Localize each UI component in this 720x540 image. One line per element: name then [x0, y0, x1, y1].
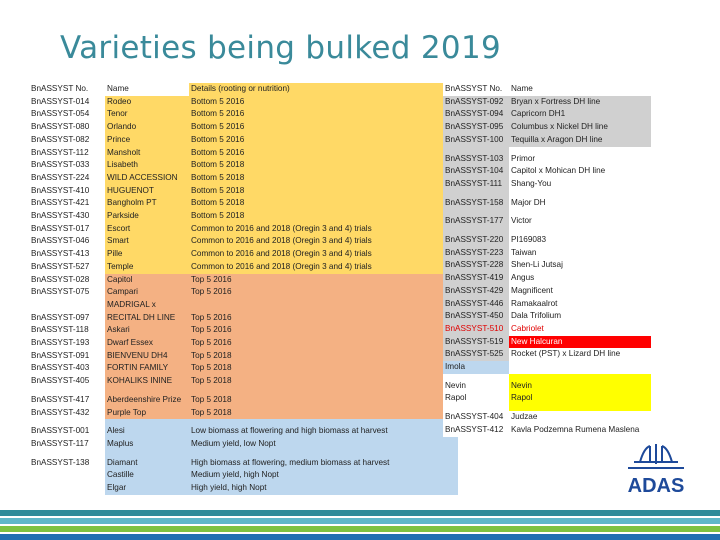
cell-name: Shang-You	[509, 178, 651, 191]
table-row	[29, 185, 458, 198]
cell-details: Top 5 2018	[189, 375, 458, 388]
table-row	[443, 424, 651, 437]
table-row-highlight	[443, 323, 651, 336]
cell-name: Temple	[105, 261, 189, 274]
cell-details: Top 5 2018	[189, 407, 458, 420]
cell-details: Bottom 5 2018	[189, 159, 458, 172]
cell-details: Common to 2016 and 2018 (Oregin 3 and 4) trials	[189, 235, 458, 248]
cell-details: Bottom 5 2016	[189, 121, 458, 134]
table-row	[443, 153, 651, 166]
cell-name: Pille	[105, 248, 189, 261]
cell-no: BnASSYST-111	[443, 178, 509, 191]
cell-no: BnASSYST-421	[29, 197, 105, 210]
cell-details: High yield, high Nopt	[189, 482, 458, 495]
cell-details: High biomass at flowering, medium biomass at harvest	[189, 457, 458, 470]
cell-no: BnASSYST-519	[443, 336, 509, 349]
cell-name: Smart	[105, 235, 189, 248]
table-row	[443, 247, 651, 260]
cell-no: BnASSYST-080	[29, 121, 105, 134]
table-row	[29, 312, 458, 325]
aircraft-icon	[628, 444, 684, 468]
cell-details: Bottom 5 2018	[189, 197, 458, 210]
cell-no: BnASSYST-095	[443, 121, 509, 134]
cell-no: Imola	[443, 361, 509, 374]
cell-no: BnASSYST-028	[29, 274, 105, 287]
cell-name	[509, 361, 651, 374]
cell-no: BnASSYST-017	[29, 223, 105, 236]
cell-name: Capricorn DH1	[509, 108, 651, 121]
cell-name: Tequilla x Aragon DH line	[509, 134, 651, 147]
cell-name: Mansholt	[105, 147, 189, 160]
cell-no: BnASSYST-091	[29, 350, 105, 363]
table-row	[29, 134, 458, 147]
cell-name: Primor	[509, 153, 651, 166]
cell-name: HUGUENOT	[105, 185, 189, 198]
cell-details: Bottom 5 2016	[189, 96, 458, 109]
cell-name: Bryan x Fortress DH line	[509, 96, 651, 109]
cell-name: Alesi	[105, 425, 189, 438]
cell-details: Common to 2016 and 2018 (Oregin 3 and 4) trials	[189, 248, 458, 261]
cell-no: BnASSYST-429	[443, 285, 509, 298]
cell-name: Angus	[509, 272, 651, 285]
table-header-row	[29, 83, 458, 96]
adas-logo	[620, 440, 692, 496]
cell-name: Judzae	[509, 411, 651, 424]
table-row	[29, 96, 458, 109]
cell-details: Top 5 2018	[189, 350, 458, 363]
cell-no: BnASSYST-001	[29, 425, 105, 438]
table-row	[443, 298, 651, 311]
cell-no: BnASSYST-094	[443, 108, 509, 121]
table-row	[29, 457, 458, 470]
cell-name: Nevin	[509, 380, 651, 393]
table-row	[443, 234, 651, 247]
cell-name: Tenor	[105, 108, 189, 121]
cell-name: Victor	[509, 215, 651, 228]
table-row	[29, 235, 458, 248]
cell-no: BnASSYST-403	[29, 362, 105, 375]
cell-no: BnASSYST-224	[29, 172, 105, 185]
cell-name: PI169083	[509, 234, 651, 247]
table-row	[29, 299, 458, 312]
header-bnassyst-no: BnASSYST No.	[31, 84, 89, 93]
cell-name: Castille	[105, 469, 189, 482]
cell-no: BnASSYST-092	[443, 96, 509, 109]
right-variety-table	[443, 83, 651, 437]
footer-stripes	[0, 510, 720, 540]
table-row	[29, 425, 458, 438]
table-row	[443, 165, 651, 178]
cell-details: Top 5 2018	[189, 362, 458, 375]
header-details: Details (rooting or nutrition)	[189, 83, 458, 96]
cell-name: Kavla Podzemna Rumena Maslena	[509, 424, 651, 437]
cell-no: BnASSYST-112	[29, 147, 105, 160]
table-row-highlight	[443, 336, 651, 349]
cell-no: BnASSYST-097	[29, 312, 105, 325]
cell-no: BnASSYST-103	[443, 153, 509, 166]
cell-name: Rodeo	[105, 96, 189, 109]
cell-name: FORTIN FAMILY	[105, 362, 189, 375]
table-row	[443, 215, 651, 228]
table-row	[29, 407, 458, 420]
cell-details: Bottom 5 2018	[189, 172, 458, 185]
table-row	[443, 259, 651, 272]
table-row	[443, 285, 651, 298]
cell-no: BnASSYST-228	[443, 259, 509, 272]
cell-details: Bottom 5 2016	[189, 108, 458, 121]
cell-no: BnASSYST-446	[443, 298, 509, 311]
cell-no: BnASSYST-177	[443, 215, 509, 228]
cell-name: Prince	[105, 134, 189, 147]
cell-name: Rocket (PST) x Lizard DH line	[509, 348, 651, 361]
cell-details: Top 5 2016	[189, 337, 458, 350]
table-row	[443, 392, 651, 405]
table-row	[29, 482, 458, 495]
cell-name: Rapol	[509, 392, 651, 405]
table-row	[29, 223, 458, 236]
logo-text: ADAS	[627, 475, 685, 496]
cell-no: BnASSYST-405	[29, 375, 105, 388]
cell-no: BnASSYST-417	[29, 394, 105, 407]
header-bnassyst-no: BnASSYST No.	[443, 83, 509, 96]
cell-no: BnASSYST-432	[29, 407, 105, 420]
header-name: Name	[509, 83, 651, 96]
cell-no: BnASSYST-082	[29, 134, 105, 147]
cell-no	[29, 482, 105, 495]
table-row	[29, 108, 458, 121]
cell-name: Cabriolet	[509, 323, 651, 336]
cell-name: Escort	[105, 223, 189, 236]
cell-name: Lisabeth	[105, 159, 189, 172]
table-row	[29, 350, 458, 363]
table-row	[443, 121, 651, 134]
cell-no	[29, 469, 105, 482]
table-row	[29, 362, 458, 375]
cell-details: Bottom 5 2018	[189, 185, 458, 198]
cell-details: Top 5 2018	[189, 394, 458, 407]
cell-no: BnASSYST-413	[29, 248, 105, 261]
cell-name: RECITAL DH LINE	[105, 312, 189, 325]
cell-name: Dala Trifolium	[509, 310, 651, 323]
cell-details: Medium yield, high Nopt	[189, 469, 458, 482]
table-row	[443, 380, 651, 393]
table-row	[29, 121, 458, 134]
table-row	[443, 96, 651, 109]
cell-no: BnASSYST-404	[443, 411, 509, 424]
cell-no: BnASSYST-525	[443, 348, 509, 361]
cell-details	[189, 299, 458, 312]
cell-details: Top 5 2016	[189, 274, 458, 287]
header-name: Name	[107, 84, 129, 93]
cell-name: Maplus	[105, 438, 189, 451]
table-row	[443, 310, 651, 323]
cell-details: Bottom 5 2016	[189, 134, 458, 147]
cell-name: BIENVENU DH4	[105, 350, 189, 363]
cell-no: BnASSYST-450	[443, 310, 509, 323]
cell-no: BnASSYST-100	[443, 134, 509, 147]
table-row	[29, 324, 458, 337]
table-row	[443, 348, 651, 361]
table-row	[29, 438, 458, 451]
cell-no: BnASSYST-220	[443, 234, 509, 247]
cell-details: Bottom 5 2018	[189, 210, 458, 223]
cell-no: BnASSYST-046	[29, 235, 105, 248]
cell-no: BnASSYST-014	[29, 96, 105, 109]
cell-name: Major DH	[509, 197, 651, 210]
cell-name: Orlando	[105, 121, 189, 134]
cell-details: Bottom 5 2016	[189, 147, 458, 160]
cell-no: BnASSYST-223	[443, 247, 509, 260]
cell-name: Capitol x Mohican DH line	[509, 165, 651, 178]
table-row	[443, 361, 651, 374]
cell-no: BnASSYST-193	[29, 337, 105, 350]
table-row	[443, 197, 651, 210]
cell-no: BnASSYST-410	[29, 185, 105, 198]
page-title: Varieties being bulked 2019	[60, 30, 501, 66]
cell-name: WILD ACCESSION	[105, 172, 189, 185]
cell-details: Common to 2016 and 2018 (Oregin 3 and 4) trials	[189, 261, 458, 274]
table-row	[29, 197, 458, 210]
table-row	[443, 108, 651, 121]
cell-details: Top 5 2016	[189, 324, 458, 337]
cell-no: BnASSYST-138	[29, 457, 105, 470]
cell-name: Columbus x Nickel DH line	[509, 121, 651, 134]
cell-no: BnASSYST-033	[29, 159, 105, 172]
cell-no	[29, 299, 105, 312]
cell-name: Diamant	[105, 457, 189, 470]
table-row	[443, 178, 651, 191]
cell-details: Top 5 2016	[189, 312, 458, 325]
cell-no: BnASSYST-527	[29, 261, 105, 274]
cell-details: Common to 2016 and 2018 (Oregin 3 and 4) trials	[189, 223, 458, 236]
cell-name: Dwarf Essex	[105, 337, 189, 350]
cell-name: Purple Top	[105, 407, 189, 420]
cell-no: BnASSYST-412	[443, 424, 509, 437]
table-row	[29, 210, 458, 223]
cell-no: BnASSYST-117	[29, 438, 105, 451]
cell-name: KOHALIKS ININE	[105, 375, 189, 388]
table-row	[29, 286, 458, 299]
cell-name: Capitol	[105, 274, 189, 287]
table-row	[29, 274, 458, 287]
cell-no: BnASSYST-419	[443, 272, 509, 285]
table-row	[29, 469, 458, 482]
table-row	[443, 411, 651, 424]
table-header-row	[443, 83, 651, 96]
cell-no: BnASSYST-104	[443, 165, 509, 178]
cell-details: Top 5 2016	[189, 286, 458, 299]
cell-name: Bangholm PT	[105, 197, 189, 210]
cell-name: Ramakaalrot	[509, 298, 651, 311]
cell-no: BnASSYST-158	[443, 197, 509, 210]
table-row	[29, 375, 458, 388]
table-row	[29, 172, 458, 185]
table-row	[443, 134, 651, 147]
cell-details: Medium yield, low Nopt	[189, 438, 458, 451]
cell-name: New Halcuran	[509, 336, 651, 349]
cell-name: Elgar	[105, 482, 189, 495]
cell-name: Magnificent	[509, 285, 651, 298]
table-row	[29, 147, 458, 160]
cell-name: Askari	[105, 324, 189, 337]
left-variety-table	[29, 83, 458, 495]
cell-name: Parkside	[105, 210, 189, 223]
cell-no: Rapol	[443, 392, 509, 405]
cell-name: MADRIGAL x	[105, 299, 189, 312]
cell-name: Campari	[105, 286, 189, 299]
cell-no: BnASSYST-430	[29, 210, 105, 223]
table-row	[29, 248, 458, 261]
cell-no: BnASSYST-054	[29, 108, 105, 121]
table-row	[29, 337, 458, 350]
table-row	[29, 159, 458, 172]
cell-details: Low biomass at flowering and high biomass at harvest	[189, 425, 458, 438]
cell-no: BnASSYST-510	[443, 323, 509, 336]
cell-no: BnASSYST-075	[29, 286, 105, 299]
table-row	[29, 261, 458, 274]
cell-no: Nevin	[443, 380, 509, 393]
cell-name: Shen-Li Jutsaj	[509, 259, 651, 272]
table-row	[29, 394, 458, 407]
cell-name: Aberdeenshire Prize	[105, 394, 189, 407]
cell-name: Taiwan	[509, 247, 651, 260]
cell-no: BnASSYST-118	[29, 324, 105, 337]
table-row	[443, 272, 651, 285]
